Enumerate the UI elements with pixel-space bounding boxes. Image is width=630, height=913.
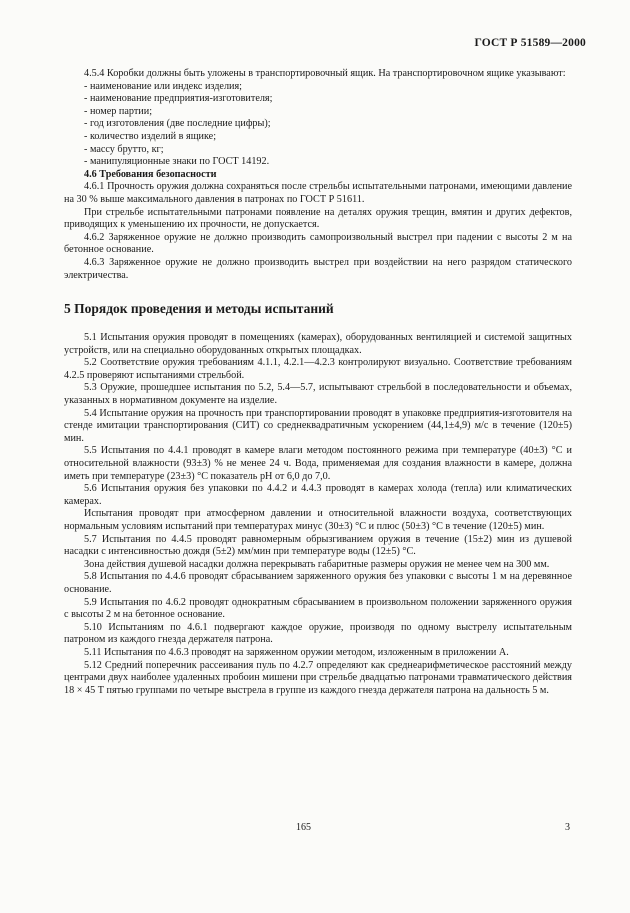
marking-list-item: - наименование или индекс изделия; bbox=[84, 80, 243, 92]
document-body bbox=[64, 68, 572, 697]
section-5-paragraph: 5.5 Испытания по 4.4.1 проводят в камере влаги методом постоянного режима при температуре (40±3) °С и относительной влажности (93±3) % не менее 24 ч. Вода, применяемая для создания влажности в камере, должна иметь при температуре (23±3) °С показатель рН от 6,0 до 7,0. bbox=[64, 445, 572, 482]
marking-list bbox=[64, 81, 572, 169]
section-5-paragraph: 5.11 Испытания по 4.6.3 проводят на заряженном оружии методом, изложенным в приложении А. bbox=[84, 646, 509, 658]
clause-4-5-4: 4.5.4 Коробки должны быть уложены в транспортировочный ящик. На транспортировочном ящике указывают: bbox=[84, 68, 566, 79]
marking-list-item: - год изготовления (две последние цифры); bbox=[84, 118, 271, 130]
section-5-paragraph: 5.2 Соответствие оружия требованиям 4.1.1, 4.2.1—4.2.3 контролируют визуально. Соответствие требованиям 4.2.5 проверяют испытаниями стрельбой. bbox=[64, 357, 572, 381]
clause-4-6-1: 4.6.1 Прочность оружия должна сохраняться после стрельбы испытательными патронами, имеющими давление на 30 % выше максимального давления в патронах по ГОСТ Р 51611. bbox=[64, 181, 572, 205]
section-5-paragraph: 5.8 Испытания по 4.4.6 проводят сбрасыванием заряженного оружия без упаковки с высоты 1 м на деревянное основание. bbox=[64, 571, 572, 595]
section-5-paragraph: 5.7 Испытания по 4.4.5 проводят равномерным обрызгиванием оружия в течение (15±2) мин из душевой насадки с интенсивностью дождя (5±2) мм/мин при температуре воды (12±5) °С. bbox=[64, 533, 572, 558]
section-5-paragraph: 5.9 Испытания по 4.6.2 проводят однократным сбрасыванием в произвольном положении заряженного оружия с высоты 2 м на бетонное основание. bbox=[64, 596, 572, 621]
section-5-paragraph: Испытания проводят при атмосферном давлении и относительной влажности воздуха, соответствующих нормальным условиям испытаний при температурах минус (30±3) °С и плюс (50±3) °С в течение (120±5) мин. bbox=[64, 508, 572, 532]
section-5-paragraph: 5.10 Испытаниям по 4.6.1 подвергают каждое оружие, производя по одному выстрелу испытательным патроном из каждого гнезда держателя патрона. bbox=[64, 621, 572, 646]
marking-list-item: - количество изделий в ящике; bbox=[84, 130, 217, 142]
marking-list-item: - манипуляционные знаки по ГОСТ 14192. bbox=[84, 156, 270, 168]
section-5-paragraph: 5.4 Испытание оружия на прочность при транспортировании проводят в упаковке предприятия-изготовителя на стенде имитации транспортирования (СИТ) со среднеквадратичным ускорением (44,1±4,9) м/с в течение (120±5) мин. bbox=[64, 407, 572, 444]
marking-list-item: - наименование предприятия-изготовителя; bbox=[84, 93, 273, 105]
page-number: 165 bbox=[296, 822, 311, 833]
section-5-paragraph: 5.12 Средний поперечник рассеивания пуль по 4.2.7 определяют как среднеарифметическое расстояний между центрами двух наиболее удаленных пробоин мишени при стрельбе двадцатью патронами травматического действия 18 × 45 Т пятью группами по четыре выстрела в группе из каждого гнезда держателя патрона на дальность 5 м. bbox=[64, 659, 572, 696]
section-5-paragraph: 5.3 Оружие, прошедшее испытания по 5.2, 5.4—5.7, испытывают стрельбой в последовательности и объемах, указанных в нормативном документе на изделие. bbox=[64, 382, 572, 407]
section-5-title: 5 Порядок проведения и методы испытаний bbox=[64, 301, 334, 317]
heading-4-6: 4.6 Требования безопасности bbox=[84, 168, 217, 180]
section-5-paragraph: 5.6 Испытания оружия без упаковки по 4.4.2 и 4.4.3 проводят в камерах холода (тепла) или климатических камерах. bbox=[64, 483, 572, 507]
clause-4-6-3: 4.6.3 Заряженное оружие не должно производить выстрел при воздействии на него разрядом статического электричества. bbox=[64, 256, 572, 281]
sheet-number: 3 bbox=[565, 822, 570, 833]
section-5-paragraph: 5.1 Испытания оружия проводят в помещениях (камерах), оборудованных вентиляцией и системой защитных устройств, или на специально оборудованных открытых площадках. bbox=[64, 332, 572, 356]
document-code: ГОСТ Р 51589—2000 bbox=[474, 37, 586, 49]
marking-list-item: - массу брутто, кг; bbox=[84, 143, 164, 155]
section-5-body bbox=[64, 332, 572, 697]
clause-4-6-1-continued: При стрельбе испытательными патронами появление на деталях оружия трещин, вмятин и других дефектов, приводящих к уменьшению их прочности, не допускается. bbox=[64, 206, 572, 231]
marking-list-item: - номер партии; bbox=[84, 105, 153, 117]
section-5-paragraph: Зона действия душевой насадки должна перекрывать габаритные размеры оружия не менее чем на 300 мм. bbox=[84, 558, 550, 570]
clause-4-6-2: 4.6.2 Заряженное оружие не должно производить самопроизвольный выстрел при падении с высоты 2 м на бетонное основание. bbox=[64, 231, 572, 256]
